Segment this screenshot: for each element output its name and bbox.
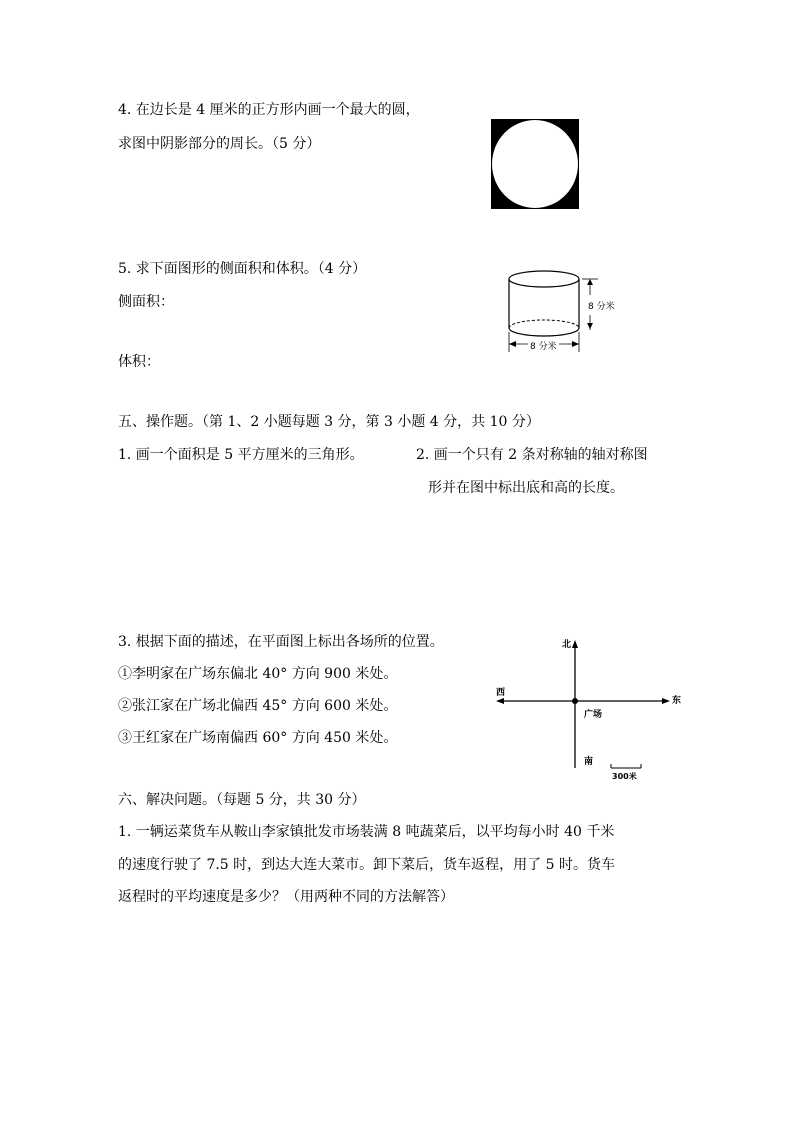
section6-q1-line2: 的速度行驶了 7.5 时，到达大连大菜市。卸下菜后，货车返程，用了 5 时。货车 bbox=[118, 857, 615, 873]
section6-heading: 六、解决问题。（每题 5 分，共 30 分） bbox=[118, 792, 366, 808]
map-west-label: 西 bbox=[496, 688, 506, 698]
square-circle-figure bbox=[491, 119, 579, 209]
west-arrow-icon bbox=[496, 698, 504, 704]
section5-q3-item1: ①李明家在广场东偏北 40° 方向 900 米处。 bbox=[118, 666, 398, 682]
section5-q2-line2: 形并在图中标出底和高的长度。 bbox=[428, 480, 624, 496]
map-east-label: 东 bbox=[672, 696, 682, 706]
section5-q3-line1: 3. 根据下面的描述，在平面图上标出各场所的位置。 bbox=[118, 634, 444, 650]
section6-q1-line3: 返程时的平均速度是多少？（用两种不同的方法解答） bbox=[118, 889, 454, 905]
center-dot bbox=[572, 698, 578, 704]
cylinder-diameter-label: 8 分米 bbox=[528, 339, 559, 352]
section5-q3-item3: ③王红家在广场南偏西 60° 方向 450 米处。 bbox=[118, 730, 398, 746]
q5-text-line1: 5. 求下面图形的侧面积和体积。（4 分） bbox=[118, 261, 367, 277]
section6-q1-line1: 1. 一辆运菜货车从鞍山李家镇批发市场装满 8 吨蔬菜后，以平均每小时 40 千米 bbox=[118, 824, 615, 840]
q5-volume-label: 体积： bbox=[118, 354, 160, 370]
cylinder-top bbox=[509, 271, 579, 287]
section5-q2-line1: 2. 画一个只有 2 条对称轴的轴对称图 bbox=[416, 447, 648, 463]
inscribed-circle bbox=[492, 120, 578, 208]
section5-heading: 五、操作题。（第 1、2 小题每题 3 分，第 3 小题 4 分，共 10 分） bbox=[118, 414, 540, 430]
map-center-label: 广场 bbox=[584, 710, 603, 720]
section5-q1: 1. 画一个面积是 5 平方厘米的三角形。 bbox=[118, 447, 364, 463]
cylinder-height-label: 8 分米 bbox=[588, 299, 615, 312]
map-south-label: 南 bbox=[584, 757, 594, 767]
q4-text-line1: 4. 在边长是 4 厘米的正方形内画一个最大的圆， bbox=[118, 102, 420, 118]
q5-lateral-label: 侧面积： bbox=[118, 294, 174, 310]
map-scale-label: 300米 bbox=[612, 772, 637, 781]
north-arrow-icon bbox=[572, 640, 578, 648]
east-arrow-icon bbox=[662, 698, 670, 704]
section5-q3-item2: ②张江家在广场北偏西 45° 方向 600 米处。 bbox=[118, 698, 398, 714]
q4-text-line2: 求图中阴影部分的周长。（5 分） bbox=[118, 136, 321, 152]
map-north-label: 北 bbox=[562, 640, 572, 650]
